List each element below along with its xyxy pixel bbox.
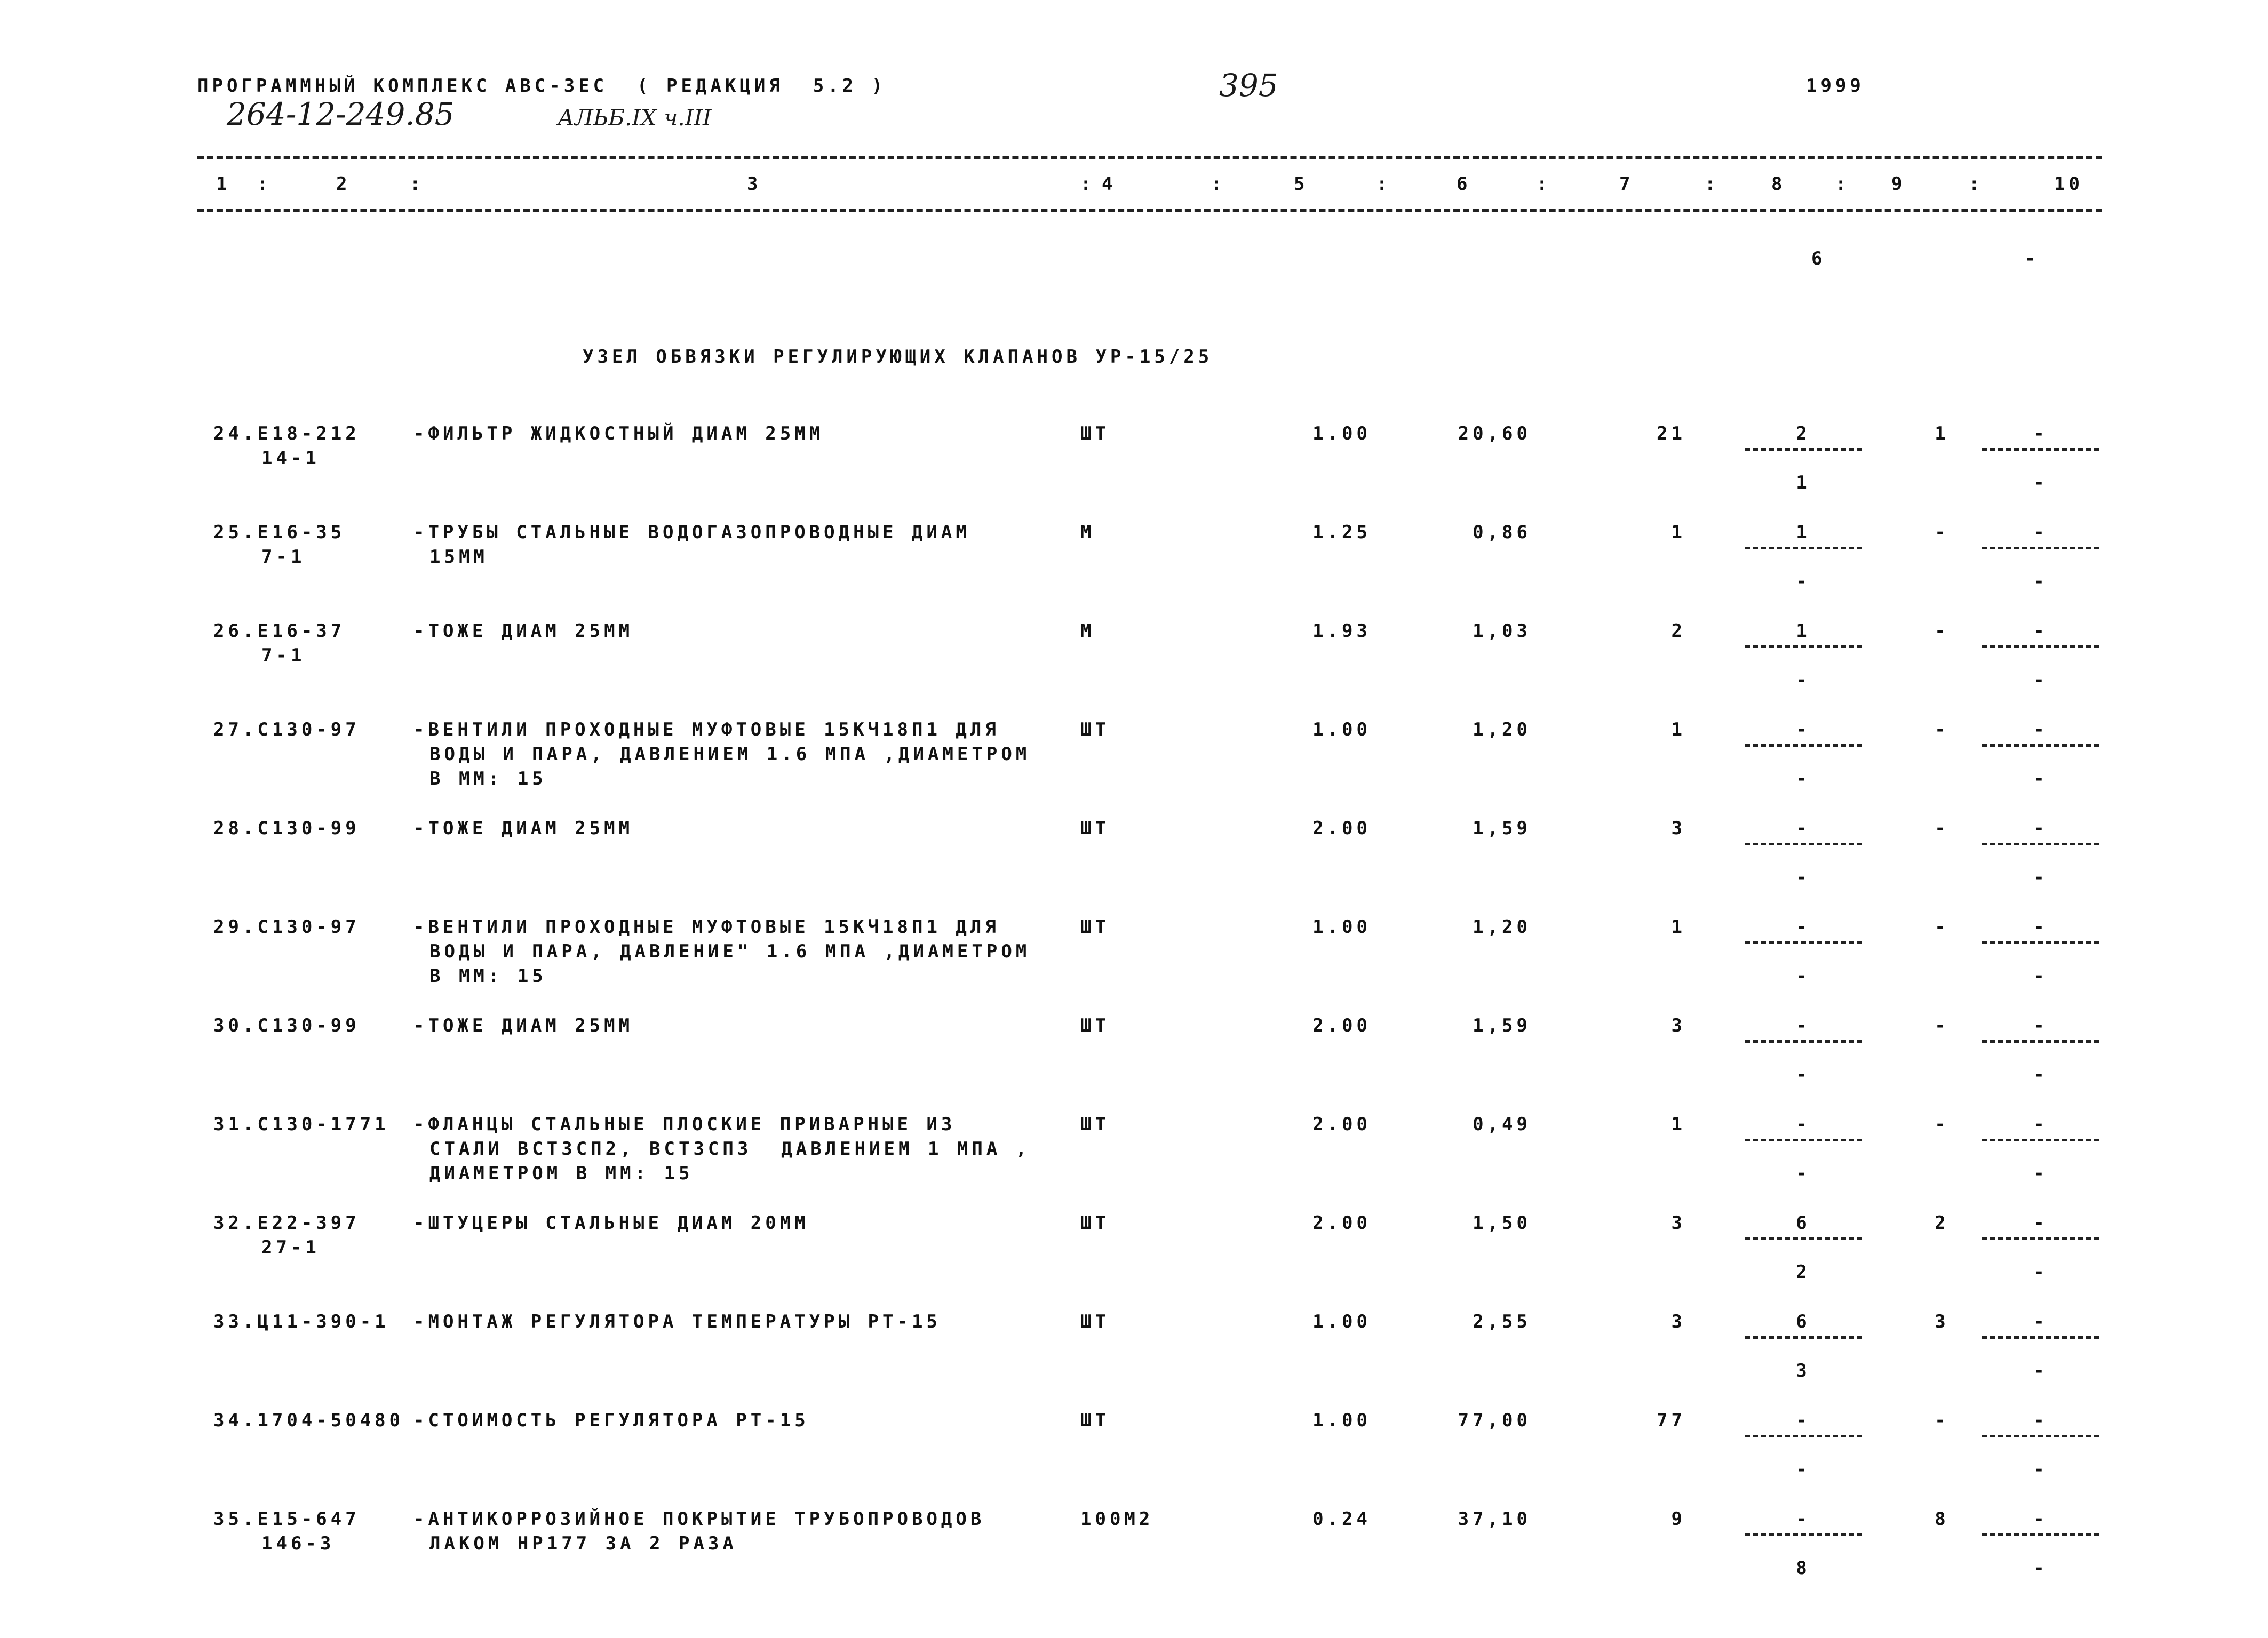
row-col9: 1 (1935, 423, 1949, 444)
row-col10-top: - (2033, 818, 2048, 839)
row-col10-fraction-line (1982, 547, 2099, 549)
row-col10-top: - (2033, 423, 2048, 444)
row-total: 1 (1671, 916, 1686, 938)
row-col10-bottom: - (2033, 1459, 2048, 1480)
row-col10-bottom: - (2033, 768, 2048, 789)
row-col9: - (1935, 1114, 1949, 1135)
row-col9: - (1935, 1015, 1949, 1036)
row-col9: - (1935, 522, 1949, 543)
row-col8-top: 6 (1796, 1212, 1811, 1234)
row-total: 3 (1671, 1015, 1686, 1036)
row-col8-fraction-line (1745, 843, 1862, 845)
row-col10-bottom: - (2033, 965, 2048, 987)
row-col8-top: 6 (1796, 1311, 1811, 1332)
column-separator: : (1211, 173, 1226, 195)
section-title: УЗЕЛ ОБВЯЗКИ РЕГУЛИРУЮЩИХ КЛАПАНОВ УР-15/25 (583, 346, 1213, 367)
row-total: 9 (1671, 1508, 1686, 1530)
row-col9: - (1935, 1410, 1949, 1431)
carry-col8: 6 (1811, 248, 1826, 269)
row-col8-bottom: 3 (1796, 1360, 1811, 1381)
header-rule (197, 209, 2102, 212)
row-col9: - (1935, 620, 1949, 642)
row-description: -ТРУБЫ СТАЛЬНЫЕ ВОДОГАЗОПРОВОДНЫЕ ДИАМ (413, 522, 970, 543)
row-unit: ШТ (1080, 1015, 1110, 1036)
row-price: 20,60 (1458, 423, 1531, 444)
row-col8-bottom: - (1796, 1064, 1811, 1085)
row-col8-top: - (1796, 1015, 1811, 1036)
row-total: 3 (1671, 1212, 1686, 1234)
row-code: 33.Ц11-390-1 (213, 1311, 389, 1332)
row-col10-bottom: - (2033, 1360, 2048, 1381)
row-price: 1,20 (1473, 916, 1531, 938)
row-total: 1 (1671, 719, 1686, 740)
row-price: 37,10 (1458, 1508, 1531, 1530)
row-quantity: 2.00 (1312, 1015, 1371, 1036)
row-code: 30.С130-99 (213, 1015, 360, 1036)
row-col10-top: - (2033, 620, 2048, 642)
row-description: -МОНТАЖ РЕГУЛЯТОРА ТЕМПЕРАТУРЫ РТ-15 (413, 1311, 941, 1332)
row-unit: 100М2 (1080, 1508, 1154, 1530)
row-code: 31.С130-1771 (213, 1114, 389, 1135)
row-code: 29.С130-97 (213, 916, 360, 938)
row-col10-fraction-line (1982, 744, 2099, 747)
row-description: СТАЛИ ВСТЗСП2, ВСТЗСП3 ДАВЛЕНИЕМ 1 МПА , (429, 1138, 1031, 1160)
row-col8-fraction-line (1745, 547, 1862, 549)
row-col10-bottom: - (2033, 1064, 2048, 1085)
row-col10-top: - (2033, 1114, 2048, 1135)
row-code: 32.Е22-397 (213, 1212, 360, 1234)
row-col8-bottom: - (1796, 867, 1811, 888)
row-col10-top: - (2033, 1410, 2048, 1431)
row-col10-fraction-line (1982, 1139, 2099, 1141)
row-col10-top: - (2033, 719, 2048, 740)
row-col10-bottom: - (2033, 571, 2048, 592)
row-price: 1,20 (1473, 719, 1531, 740)
row-col9: 2 (1935, 1212, 1949, 1234)
column-header-1: 1 (216, 173, 231, 195)
row-price: 1,59 (1473, 818, 1531, 839)
row-col8-top: - (1796, 818, 1811, 839)
row-code: 7-1 (261, 546, 306, 568)
row-quantity: 1.00 (1312, 423, 1371, 444)
row-code: 35.Е15-647 (213, 1508, 360, 1530)
row-col8-bottom: 8 (1796, 1557, 1811, 1579)
row-col10-fraction-line (1982, 843, 2099, 845)
row-code: 25.Е16-35 (213, 522, 346, 543)
column-separator: : (257, 173, 272, 195)
row-col10-top: - (2033, 916, 2048, 938)
row-col8-top: - (1796, 916, 1811, 938)
row-total: 3 (1671, 818, 1686, 839)
row-code: 26.Е16-37 (213, 620, 346, 642)
row-col8-fraction-line (1745, 1139, 1862, 1141)
row-unit: ШТ (1080, 1114, 1110, 1135)
row-col8-fraction-line (1745, 1237, 1862, 1240)
row-price: 1,59 (1473, 1015, 1531, 1036)
row-description: -ФЛАНЦЫ СТАЛЬНЫЕ ПЛОСКИЕ ПРИВАРНЫЕ ИЗ (413, 1114, 956, 1135)
handwritten-album: АЛЬБ.IX ч.III (558, 105, 712, 131)
row-col10-fraction-line (1982, 941, 2099, 944)
row-col10-fraction-line (1982, 1533, 2099, 1536)
column-header-6: 6 (1457, 173, 1471, 195)
row-price: 1,03 (1473, 620, 1531, 642)
row-col8-bottom: 2 (1796, 1261, 1811, 1283)
row-col8-fraction-line (1745, 1336, 1862, 1339)
row-col8-fraction-line (1745, 1435, 1862, 1437)
row-col10-top: - (2033, 1311, 2048, 1332)
row-col10-fraction-line (1982, 448, 2099, 451)
row-description: -ВЕНТИЛИ ПРОХОДНЫЕ МУФТОВЫЕ 15КЧ18П1 ДЛЯ (413, 719, 1000, 740)
row-total: 1 (1671, 1114, 1686, 1135)
row-code: 28.С130-99 (213, 818, 360, 839)
row-description: ЛАКОМ НР177 ЗА 2 РАЗА (429, 1533, 737, 1554)
row-unit: ШТ (1080, 1410, 1110, 1431)
row-unit: ШТ (1080, 423, 1110, 444)
row-quantity: 1.00 (1312, 1410, 1371, 1431)
row-description: В ММ: 15 (429, 768, 547, 789)
row-description: -ФИЛЬТР ЖИДКОСТНЫЙ ДИАМ 25ММ (413, 423, 824, 444)
row-description: 15ММ (429, 546, 488, 568)
row-total: 77 (1657, 1410, 1686, 1431)
row-unit: ШТ (1080, 1311, 1110, 1332)
row-col8-bottom: - (1796, 571, 1811, 592)
row-quantity: 1.00 (1312, 916, 1371, 938)
row-code: 34.1704-50480 (213, 1410, 404, 1431)
row-unit: ШТ (1080, 1212, 1110, 1234)
row-col10-bottom: - (2033, 472, 2048, 493)
row-col10-fraction-line (1982, 1237, 2099, 1240)
row-col8-fraction-line (1745, 645, 1862, 648)
row-col8-top: 2 (1796, 423, 1811, 444)
column-header-9: 9 (1891, 173, 1906, 195)
row-col10-bottom: - (2033, 669, 2048, 691)
row-col10-bottom: - (2033, 867, 2048, 888)
row-quantity: 1.25 (1312, 522, 1371, 543)
row-col10-bottom: - (2033, 1163, 2048, 1184)
column-separator: : (1705, 173, 1720, 195)
row-code: 24.Е18-212 (213, 423, 360, 444)
row-col10-fraction-line (1982, 1040, 2099, 1043)
column-separator: : (1835, 173, 1850, 195)
row-col9: - (1935, 719, 1949, 740)
row-col10-top: - (2033, 1015, 2048, 1036)
row-col8-top: 1 (1796, 522, 1811, 543)
row-col9: - (1935, 818, 1949, 839)
row-col10-top: - (2033, 1508, 2048, 1530)
row-unit: М (1080, 620, 1095, 642)
row-code: 14-1 (261, 448, 320, 469)
carry-col10: - (2025, 248, 2040, 269)
row-col8-bottom: - (1796, 965, 1811, 987)
row-description: -АНТИКОРРОЗИЙНОЕ ПОКРЫТИЕ ТРУБОПРОВОДОВ (413, 1508, 985, 1530)
row-quantity: 2.00 (1312, 818, 1371, 839)
row-col9: 3 (1935, 1311, 1949, 1332)
row-col10-top: - (2033, 1212, 2048, 1234)
row-description: -ТОЖЕ ДИАМ 25ММ (413, 818, 634, 839)
row-price: 0,86 (1473, 522, 1531, 543)
row-quantity: 1.00 (1312, 719, 1371, 740)
row-price: 0,49 (1473, 1114, 1531, 1135)
year: 1999 (1806, 75, 1865, 97)
row-total: 2 (1671, 620, 1686, 642)
row-col10-fraction-line (1982, 645, 2099, 648)
column-header-7: 7 (1619, 173, 1634, 195)
row-col8-top: 1 (1796, 620, 1811, 642)
row-col10-bottom: - (2033, 1557, 2048, 1579)
row-unit: ШТ (1080, 719, 1110, 740)
row-quantity: 2.00 (1312, 1212, 1371, 1234)
row-description: ВОДЫ И ПАРА, ДАВЛЕНИЕМ 1.6 МПА ,ДИАМЕТРОМ (429, 744, 1031, 765)
handwritten-code: 264-12-249.85 (227, 96, 455, 132)
row-total: 21 (1657, 423, 1686, 444)
row-col9: - (1935, 916, 1949, 938)
row-col8-fraction-line (1745, 941, 1862, 944)
column-separator: : (1376, 173, 1391, 195)
row-price: 2,55 (1473, 1311, 1531, 1332)
row-col9: 8 (1935, 1508, 1949, 1530)
row-description: ДИАМЕТРОМ В ММ: 15 (429, 1163, 694, 1184)
row-col8-fraction-line (1745, 448, 1862, 451)
row-quantity: 1.93 (1312, 620, 1371, 642)
row-price: 77,00 (1458, 1410, 1531, 1431)
column-header-4: 4 (1102, 173, 1117, 195)
row-description: ВОДЫ И ПАРА, ДАВЛЕНИЕ" 1.6 МПА ,ДИАМЕТРОМ (429, 941, 1031, 962)
row-description: -ТОЖЕ ДИАМ 25ММ (413, 620, 634, 642)
row-description: В ММ: 15 (429, 965, 547, 987)
top-rule (197, 156, 2102, 159)
row-unit: ШТ (1080, 818, 1110, 839)
column-separator: : (410, 173, 425, 195)
row-price: 1,50 (1473, 1212, 1531, 1234)
row-description: -ТОЖЕ ДИАМ 25ММ (413, 1015, 634, 1036)
row-quantity: 1.00 (1312, 1311, 1371, 1332)
row-col10-fraction-line (1982, 1336, 2099, 1339)
row-total: 3 (1671, 1311, 1686, 1332)
row-col8-top: - (1796, 719, 1811, 740)
row-code: 7-1 (261, 645, 306, 666)
row-code: 27-1 (261, 1237, 320, 1258)
row-code: 27.С130-97 (213, 719, 360, 740)
row-col8-top: - (1796, 1508, 1811, 1530)
row-col8-bottom: - (1796, 1459, 1811, 1480)
row-col8-fraction-line (1745, 1040, 1862, 1043)
row-col8-bottom: 1 (1796, 472, 1811, 493)
row-total: 1 (1671, 522, 1686, 543)
column-header-5: 5 (1294, 173, 1309, 195)
column-separator: : (1080, 173, 1095, 195)
row-col8-fraction-line (1745, 744, 1862, 747)
row-col8-bottom: - (1796, 768, 1811, 789)
column-header-10: 10 (2054, 173, 2083, 195)
column-header-3: 3 (747, 173, 762, 195)
row-col10-fraction-line (1982, 1435, 2099, 1437)
row-description: -СТОИМОСТЬ РЕГУЛЯТОРА РТ-15 (413, 1410, 809, 1431)
row-col8-top: - (1796, 1114, 1811, 1135)
column-separator: : (1537, 173, 1551, 195)
column-header-8: 8 (1771, 173, 1786, 195)
row-col10-bottom: - (2033, 1261, 2048, 1283)
row-description: -ШТУЦЕРЫ СТАЛЬНЫЕ ДИАМ 20ММ (413, 1212, 809, 1234)
row-quantity: 0.24 (1312, 1508, 1371, 1530)
row-quantity: 2.00 (1312, 1114, 1371, 1135)
column-separator: : (1969, 173, 1984, 195)
row-col8-fraction-line (1745, 1533, 1862, 1536)
row-description: -ВЕНТИЛИ ПРОХОДНЫЕ МУФТОВЫЕ 15КЧ18П1 ДЛЯ (413, 916, 1000, 938)
row-unit: ШТ (1080, 916, 1110, 938)
program-header: ПРОГРАММНЫЙ КОМПЛЕКС АВС-ЗЕС ( РЕДАКЦИЯ 5.2 ) (197, 75, 887, 97)
page-number: 395 (1219, 67, 1278, 103)
row-code: 146-3 (261, 1533, 335, 1554)
row-col8-bottom: - (1796, 669, 1811, 691)
column-header-2: 2 (336, 173, 351, 195)
row-col10-top: - (2033, 522, 2048, 543)
row-unit: М (1080, 522, 1095, 543)
row-col8-top: - (1796, 1410, 1811, 1431)
row-col8-bottom: - (1796, 1163, 1811, 1184)
